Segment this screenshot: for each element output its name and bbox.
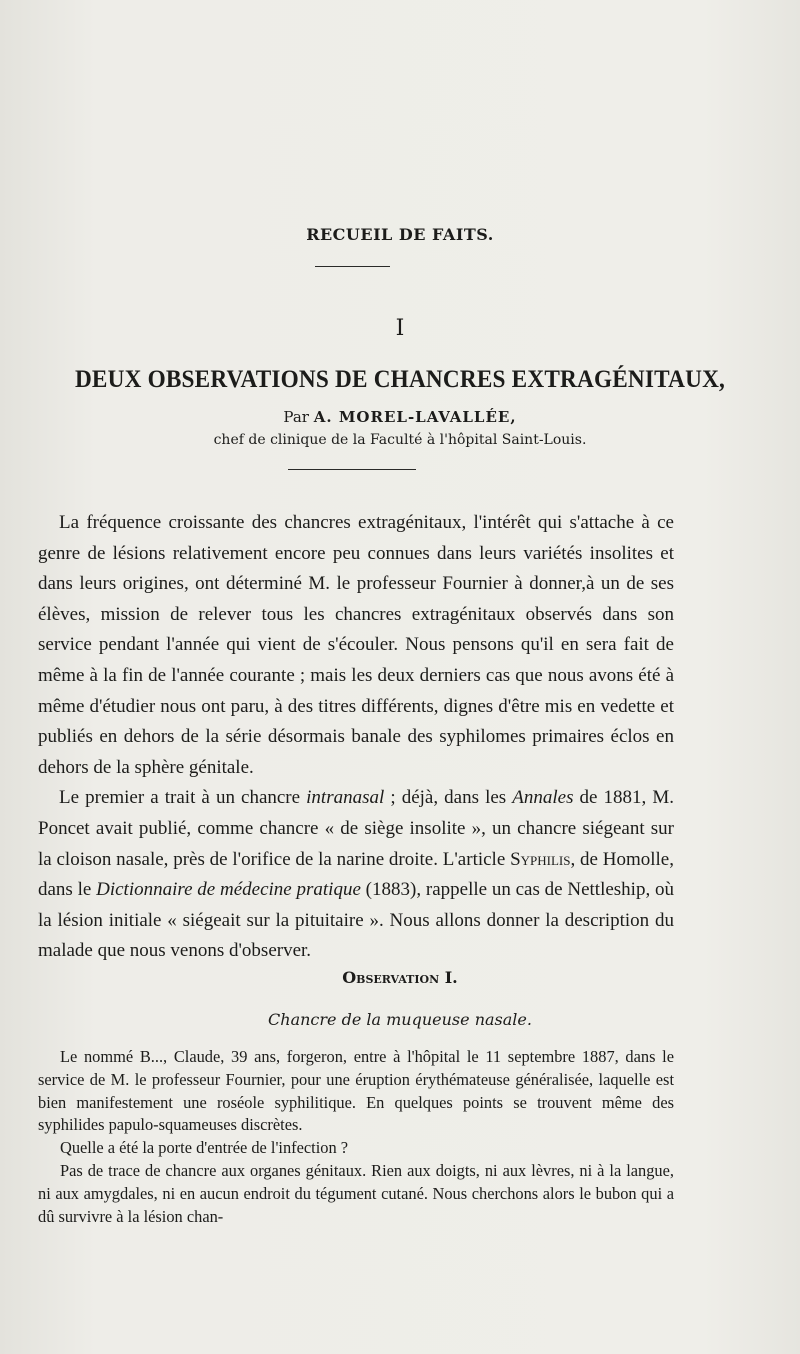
author-line — [0, 408, 800, 426]
observation-subtitle: Chancre de la muqueuse nasale. — [268, 1010, 532, 1029]
text-run: (1883), rappelle un cas de Nettleship, où la lésion initiale « siégeait sur la pituitaire ». Nous allons donner la description du malade que nous venons d'observer. — [38, 879, 674, 962]
author-affiliation: chef de clinique de la Faculté à l'hôpital Saint-Louis. — [213, 432, 587, 448]
text-run: Le premier a trait à un chancre — [59, 787, 307, 809]
intro-paragraph-1: La fréquence croissante des chancres extragénitaux, l'intérêt qui s'attache à ce genre de lésions relativement encore peu connues dans leurs variétés insolites et dans leurs origines, ont déterminé M. le professeur Fournier à donner,à un de ses élèves, mission de relever tous les chancres extragénitaux observés dans son service pendant l'année qui vient de s'écouler. Nous pensons qu'il en sera fait de même à la fin de l'année courante ; mais les deux derniers cas que nous avons été à même d'étudier nous ont paru, à des titres différents, dignes d'être mis en vedette et publiés en dehors de la série désormais banale des syphilomes primaires éclos en dehors de la sphère génitale. — [38, 512, 674, 778]
section-rule — [315, 266, 390, 267]
article-title: DEUX OBSERVATIONS DE CHANCRES EXTRAGÉNITAUX, — [74, 366, 726, 393]
text-run: de 1881, M. Poncet avait publié, comme chancre « de siège insolite », un chancre siégeant sur la cloison nasale, près de l'orifice de la narine droite. L'article — [38, 787, 675, 870]
intro-text — [38, 508, 674, 967]
observation-paragraph-1: Le nommé B..., Claude, 39 ans, forgeron, entre à l'hôpital le 11 septembre 1887, dans le service de M. le professeur Fournier, pour une éruption érythémateuse généralisée, laquelle est bien manifestement une roséole syphilitique. En quelques points se trouvent même des syphilides papulo-squameuses discrètes. — [38, 1047, 674, 1135]
observation-paragraph-2: Quelle a été la porte d'entrée de l'infection ? — [60, 1138, 349, 1158]
text-run: , de Homolle, dans le — [38, 848, 674, 901]
italic-run: intranasal — [306, 787, 385, 809]
author-prefix: Par — [283, 408, 309, 426]
observation-paragraph-3: Pas de trace de chancre aux organes génitaux. Rien aux doigts, ni aux lèvres, ni à la langue, ni aux amygdales, ni en aucun endroit du tégument cutané. Nous cherchons alors le bubon qui a dû survivre à la lésion chan- — [38, 1160, 674, 1226]
italic-run: Annales — [512, 787, 574, 809]
observation-heading: Observation I. — [342, 968, 458, 987]
text-run: ; déjà, dans les — [384, 787, 513, 809]
title-rule — [288, 469, 416, 470]
observation-text — [38, 1046, 674, 1228]
italic-run: Dictionnaire de médecine pratique — [96, 879, 361, 901]
author-name: A. MOREL-LAVALLÉE, — [313, 408, 517, 426]
smallcaps-run: Syphilis — [510, 848, 571, 870]
section-heading: RECUEIL DE FAITS. — [306, 225, 494, 244]
intro-paragraph-2 — [38, 783, 674, 967]
article-number: I — [395, 316, 405, 341]
